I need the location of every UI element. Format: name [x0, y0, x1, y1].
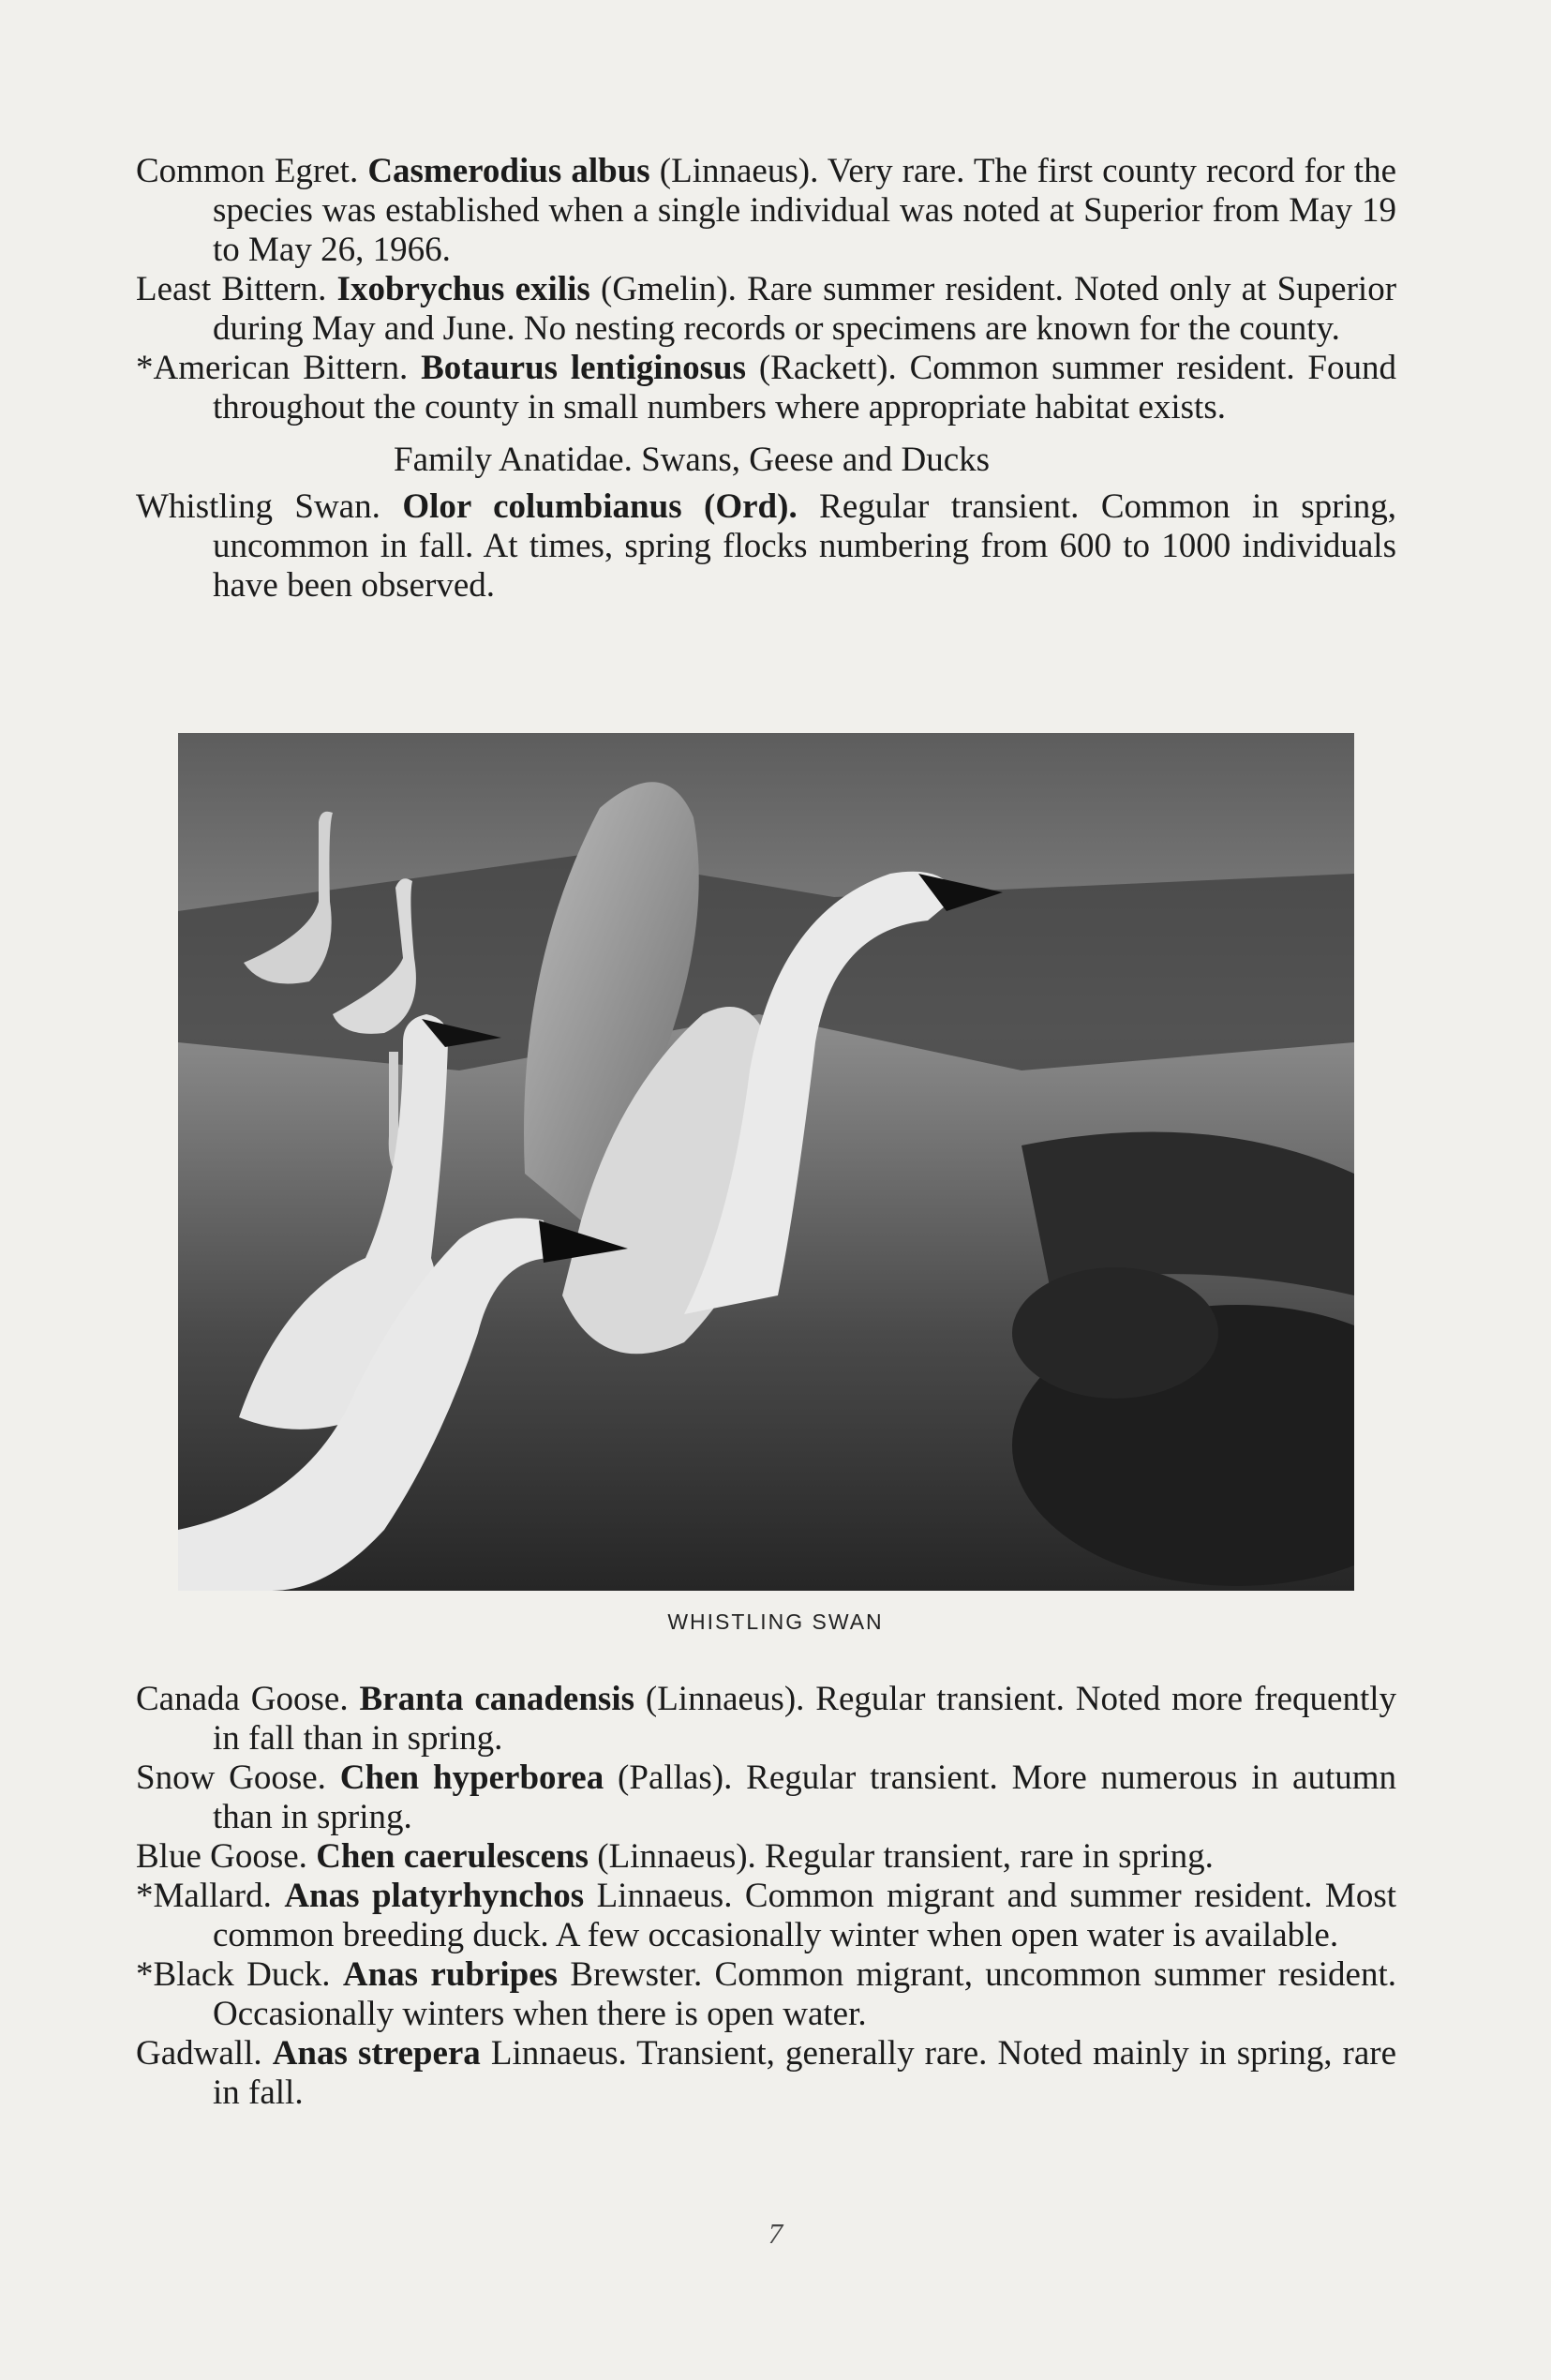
species-entry	[136, 270, 1396, 349]
entry-description: (Rackett). Common summer resident. Found throughout the county in small numbers where appropriate habitat exists.	[213, 349, 1397, 427]
entry-description: (Pallas). Regular transient. More numerous in autumn than in spring.	[213, 1759, 1396, 1836]
scientific-name: Anas rubripes	[342, 1955, 559, 1994]
entry-description: (Linnaeus). Regular transient. Noted more frequently in fall than in spring.	[213, 1680, 1397, 1758]
photo-caption: WHISTLING SWAN	[667, 1609, 884, 1634]
common-name: Whistling Swan.	[136, 487, 380, 526]
common-name: *Black Duck.	[136, 1955, 331, 1994]
species-entry	[136, 2034, 1396, 2113]
scientific-name: Chen hyperborea	[339, 1759, 604, 1797]
species-entry	[136, 487, 1396, 606]
scientific-name: Botaurus lentiginosus	[421, 349, 747, 387]
entry-description: (Linnaeus). Regular transient, rare in spring.	[589, 1837, 1214, 1876]
page-number: 7	[768, 2217, 783, 2250]
scientific-name: Casmerodius albus	[367, 152, 650, 190]
common-name: Gadwall.	[136, 2034, 262, 2073]
scientific-name: Chen caerulescens	[316, 1837, 589, 1876]
scientific-name: Anas strepera	[272, 2034, 481, 2073]
entry-description: Regular transient. Common in spring, uncommon in fall. At times, spring flocks numbering from 600 to 1000 individuals have been observed.	[213, 487, 1397, 605]
species-list-bottom	[136, 1680, 1396, 2113]
species-entry	[136, 1837, 1396, 1877]
scientific-name: Anas platyrhynchos	[284, 1877, 585, 1915]
species-list-top	[136, 152, 1396, 606]
swan-photo-illustration	[178, 733, 1354, 1591]
scientific-name: Ixobrychus exilis	[336, 270, 590, 308]
species-entry	[136, 349, 1396, 427]
common-name: Blue Goose.	[136, 1837, 307, 1876]
common-name: Snow Goose.	[136, 1759, 326, 1797]
swan-photograph	[178, 733, 1354, 1591]
species-entry	[136, 152, 1396, 270]
common-name: Common Egret.	[136, 152, 359, 190]
entry-description: (Linnaeus). Very rare. The first county record for the species was established when a single individual was noted at Superior from May 19 to May 26, 1966.	[213, 152, 1396, 269]
entry-description: Brewster. Common migrant, uncommon summer resident. Occasionally winters when there is open water.	[213, 1955, 1396, 2033]
common-name: *American Bittern.	[136, 349, 409, 387]
species-entry	[136, 1680, 1396, 1759]
species-entry	[136, 1877, 1396, 1955]
entry-description: Linnaeus. Common migrant and summer resident. Most common breeding duck. A few occasionally winter when open water is available.	[213, 1877, 1396, 1954]
entry-description: (Gmelin). Rare summer resident. Noted only at Superior during May and June. No nesting records or specimens are known for the county.	[213, 270, 1397, 348]
scientific-name: Olor columbianus (Ord).	[402, 487, 798, 526]
common-name: Least Bittern.	[136, 270, 327, 308]
family-heading: Family Anatidae. Swans, Geese and Ducks	[394, 441, 991, 479]
common-name: Canada Goose.	[136, 1680, 349, 1718]
common-name: *Mallard.	[136, 1877, 272, 1915]
species-entry	[136, 1759, 1396, 1837]
scientific-name: Branta canadensis	[359, 1680, 635, 1718]
entry-description: Linnaeus. Transient, generally rare. Noted mainly in spring, rare in fall.	[213, 2034, 1397, 2112]
species-entry	[136, 1955, 1396, 2034]
